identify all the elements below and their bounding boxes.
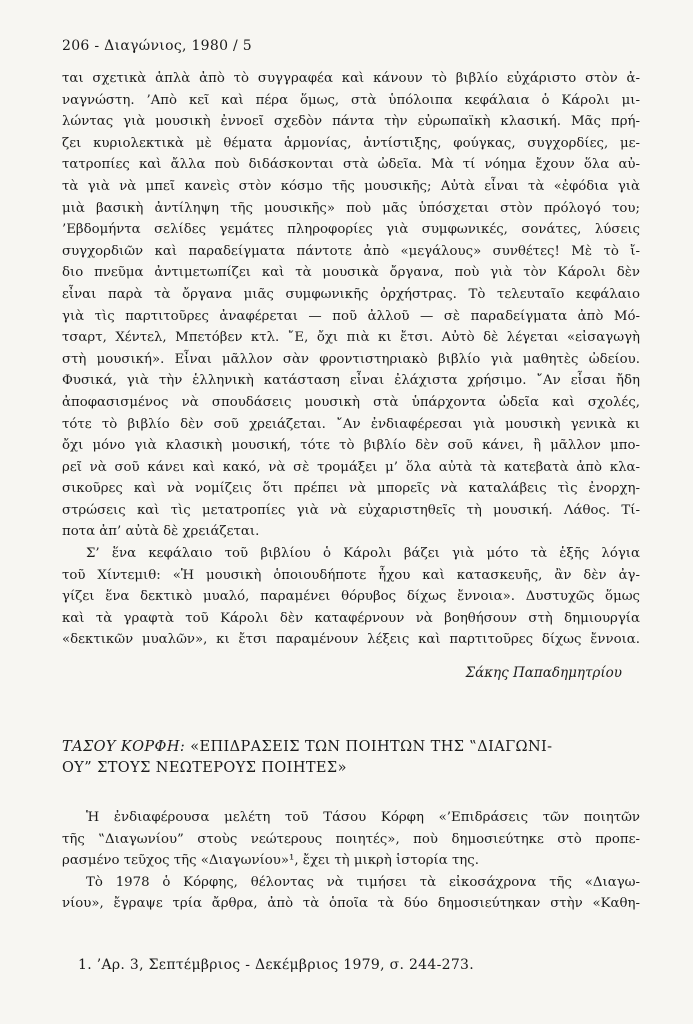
article-heading — [62, 737, 640, 779]
text-line: «δεκτικῶν μυαλῶν», κι ἔτσι παραμένουν λέξεις καὶ παρτιτοῦρες δίχως ἔννοια. — [62, 632, 640, 648]
text-line: ὄχι μόνο γιὰ κλασικὴ μουσική, τότε τὸ βιβλίο δὲν σοῦ κάνει, ἢ μᾶλλον μπο- — [62, 438, 640, 454]
text-line: ζει κυριολεκτικὰ μὲ θέματα ἁρμονίας, ἀντίστιξης, φούγκας, συγχορδίες, με- — [62, 135, 640, 151]
text-line: σικοῦρες καὶ νὰ νομίζεις ὅτι πρέπει νὰ μπορεῖς νὰ καταλάβεις τὶς ἐνορχη- — [62, 481, 640, 497]
article-title-line-2: ΟΥ” ΣΤΟΥΣ ΝΕΩΤΕΡΟΥΣ ΠΟΙΗΤΕΣ» — [62, 760, 347, 777]
text-line: τὰ γιὰ νὰ μπεῖ κανεὶς στὸν κόσμο τῆς μουσικῆς; Αὐτὰ εἶναι τὰ «ἐφόδια γιὰ — [62, 178, 640, 194]
text-line: συγχορδιῶν καὶ παραδείγματα πάντοτε ἀπὸ «μεγάλους» συνθέτες! Μὲ τὸ ἴ- — [62, 243, 640, 259]
text-line: ποτα ἀπ’ αὐτὰ δὲ χρειάζεται. — [62, 524, 260, 540]
article-author: ΤΑΣΟΥ ΚΟΡΦΗ: — [62, 739, 186, 756]
footnote: 1. ’Αρ. 3, Σεπτέμβριος - Δεκέμβριος 1979, σ. 244-273. — [78, 957, 474, 973]
text-line: καὶ τὰ γραφτὰ τοῦ Κάρολι δὲν καταφέρνουν νὰ βοηθήσουν στὴ δημιουργία — [62, 610, 640, 626]
document-page — [62, 38, 640, 973]
review-paragraph-2 — [62, 543, 640, 651]
text-line: τότε τὸ βιβλίο δὲν σοῦ χρειάζεται. ῎Αν ἐνδιαφέρεσαι γιὰ μουσικὴ γενικὰ κι — [62, 416, 640, 432]
review-signature: Σάκης Παπαδημητρίου — [465, 665, 622, 682]
text-line: ἀποφασισμένος νὰ σπουδάσεις μουσικὴ στὰ ὑπάρχοντα ὠδεῖα καὶ σχολές, — [62, 394, 640, 410]
text-line: ται σχετικὰ ἁπλὰ ἀπὸ τὸ συγγραφέα καὶ κάνουν τὸ βιβλίο εὐχάριστο στὸν ἀ- — [62, 71, 640, 86]
text-line: νίου», ἔγραψε τρία ἄρθρα, ἀπὸ τὰ ὁποῖα τὰ δύο δημοσιεύτηκαν στὴν «Καθη- — [62, 896, 640, 912]
text-line: τατροπίες καὶ ἄλλα ποὺ διδάσκονται στὰ ὠδεῖα. Μὰ τί νόημα ἔχουν ὅλα αὐ- — [62, 157, 640, 173]
text-line: Σ’ ἕνα κεφάλαιο τοῦ βιβλίου ὁ Κάρολι βάζει γιὰ μότο τὰ ἑξῆς λόγια — [86, 546, 640, 562]
article-title-line-1: «ΕΠΙΔΡΑΣΕΙΣ ΤΩΝ ΠΟΙΗΤΩΝ ΤΗΣ ‟ΔΙΑΓΩΝΙ- — [190, 739, 553, 756]
text-line: ναγνώστη. ’Απὸ κεῖ καὶ πέρα ὅμως, στὰ ὑπόλοιπα κεφάλαια ὁ Κάρολι μι- — [62, 92, 640, 108]
text-line: Φυσικά, γιὰ τὴν ἑλληνικὴ κατάσταση εἶναι ἐλάχιστα χρήσιμο. ῎Αν εἶσαι ἤδη — [62, 373, 640, 389]
text-line: ρεῖ νὰ σοῦ κάνει καὶ κακό, νὰ σὲ τρομάξει μ’ ὅλα αὐτὰ τὰ κατεβατὰ ἀπὸ κλα- — [62, 459, 640, 475]
article-paragraph-2 — [62, 872, 640, 915]
text-line: μιὰ βασικὴ ἀντίληψη τῆς μουσικῆς» ποὺ μᾶς ὑπόσχεται στὸν πρόλογό του; — [62, 200, 640, 216]
text-line: ’Εβδομήντα σελίδες γεμάτες πληροφορίες γιὰ συμφωνικές, σονάτες, λύσεις — [62, 222, 640, 238]
article-paragraph-1 — [62, 807, 640, 872]
text-line: γίζει ἕνα δεκτικὸ μυαλό, παραμένει θόρυβος δίχως ἔννοια». Δυστυχῶς ὅμως — [62, 589, 640, 605]
text-line: Τὸ 1978 ὁ Κόρφης, θέλοντας νὰ τιμήσει τὰ εἰκοσάχρονα τῆς «Διαγω- — [86, 874, 640, 890]
text-line: λώντας γιὰ μουσικὴ ἐννοεῖ σχεδὸν πάντα τὴν εὐρωπαϊκὴ κλασική. Μᾶς πρή- — [62, 114, 640, 130]
text-line: Ἡ ἐνδιαφέρουσα μελέτη τοῦ Τάσου Κόρφη «’Επιδράσεις τῶν ποιητῶν — [86, 810, 640, 826]
review-paragraph-1 — [62, 68, 640, 543]
text-line: τῆς ‟Διαγωνίου” στοὺς νεώτερους ποιητές», ποὺ δημοσιεύτηκε στὸ προπε- — [62, 831, 640, 847]
page-header: 206 - Διαγώνιος, 1980 / 5 — [62, 38, 253, 54]
text-line: στὴ μουσική». Εἶναι μᾶλλον σὰν φροντιστηριακὸ βιβλίο γιὰ μαθητὲς ὠδείου. — [62, 351, 640, 367]
text-line: τσαρτ, Χέντελ, Μπετόβεν κτλ. ῎Ε, ὄχι πιὰ κι ἔτσι. Αὐτὸ δὲ λέγεται «εἰσαγωγὴ — [62, 330, 640, 346]
text-line: γιὰ τὶς παρτιτοῦρες ἀναφέρεται — ποῦ ἀλλοῦ — σὲ παραδείγματα ἀπὸ Μό- — [62, 308, 640, 324]
text-line: ρασμένο τεῦχος τῆς «Διαγωνίου»¹, ἔχει τὴ μικρὴ ἱστορία της. — [62, 853, 479, 869]
text-line: εἶναι παρὰ τὰ ὄργανα μιᾶς συμφωνικῆς ὀρχήστρας. Τὸ τελευταῖο κεφάλαιο — [62, 286, 640, 302]
text-line: διο πνεῦμα ἀντιμετωπίζει καὶ τὰ μουσικὰ ὄργανα, ποὺ γιὰ τὸν Κάρολι δὲν — [62, 265, 640, 281]
text-line: στρώσεις καὶ τὶς μετατροπίες γιὰ νὰ εὐχαριστηθεῖς τὴ μουσική. Λάθος. Τί- — [62, 502, 640, 518]
text-line: τοῦ Χίντεμιθ: «Ἡ μουσικὴ ὁποιουδήποτε ἦχου καὶ κατασκευῆς, ἂν δὲν ἀγ- — [62, 567, 640, 583]
